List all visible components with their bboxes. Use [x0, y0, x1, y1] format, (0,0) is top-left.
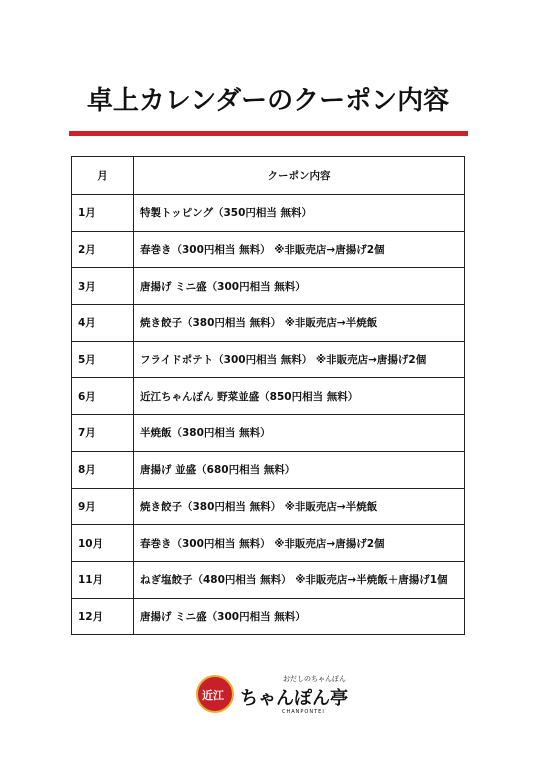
table-row [72, 488, 465, 525]
logo-roman: CHANPONTEI [282, 709, 325, 715]
coupon-content-cell: 春巻き（300円相当 無料） ※非販売店→唐揚げ2個 [134, 525, 465, 562]
table-row [72, 451, 465, 488]
page-title: 卓上カレンダーのクーポン内容 [86, 86, 450, 116]
table-row [72, 231, 465, 268]
month-cell: 3月 [72, 268, 134, 305]
logo-seal-text: 近江 [202, 689, 224, 702]
month-cell: 10月 [72, 525, 134, 562]
month-cell: 11月 [72, 561, 134, 598]
logo-tagline: おだしのちゃんぽん [283, 675, 346, 683]
coupon-content-cell: ねぎ塩餃子（480円相当 無料） ※非販売店→半焼飯＋唐揚げ1個 [134, 561, 465, 598]
coupon-content-cell: 春巻き（300円相当 無料） ※非販売店→唐揚げ2個 [134, 231, 465, 268]
coupon-content-cell: 焼き餃子（380円相当 無料） ※非販売店→半焼飯 [134, 488, 465, 525]
month-cell: 12月 [72, 598, 134, 635]
coupon-content-cell: 唐揚げ 並盛（680円相当 無料） [134, 451, 465, 488]
coupon-content-cell: 焼き餃子（380円相当 無料） ※非販売店→半焼飯 [134, 305, 465, 342]
table-row [72, 268, 465, 305]
table-row [72, 415, 465, 452]
coupon-content-cell: 半焼飯（380円相当 無料） [134, 415, 465, 452]
month-cell: 9月 [72, 488, 134, 525]
table-row [72, 378, 465, 415]
logo-name: ちゃんぽん亭 [240, 688, 348, 709]
table-row [72, 305, 465, 342]
month-cell: 2月 [72, 231, 134, 268]
title-underline [69, 131, 468, 136]
month-cell: 8月 [72, 451, 134, 488]
month-cell: 4月 [72, 305, 134, 342]
table-row [72, 598, 465, 635]
content-column-header: クーポン内容 [134, 157, 465, 195]
table-row [72, 195, 465, 232]
month-cell: 5月 [72, 341, 134, 378]
coupon-content-cell: 近江ちゃんぽん 野菜並盛（850円相当 無料） [134, 378, 465, 415]
month-cell: 6月 [72, 378, 134, 415]
coupon-content-cell: 唐揚げ ミニ盛（300円相当 無料） [134, 268, 465, 305]
table-header-row [72, 157, 465, 195]
coupon-content-cell: 唐揚げ ミニ盛（300円相当 無料） [134, 598, 465, 635]
month-cell: 1月 [72, 195, 134, 232]
table-row [72, 525, 465, 562]
logo-seal [196, 675, 234, 713]
table-row [72, 561, 465, 598]
month-cell: 7月 [72, 415, 134, 452]
coupon-content-cell: 特製トッピング（350円相当 無料） [134, 195, 465, 232]
month-column-header: 月 [72, 157, 134, 195]
coupon-content-cell: フライドポテト（300円相当 無料） ※非販売店→唐揚げ2個 [134, 341, 465, 378]
table-row [72, 341, 465, 378]
brand-logo [196, 669, 346, 719]
coupon-table [71, 156, 465, 635]
